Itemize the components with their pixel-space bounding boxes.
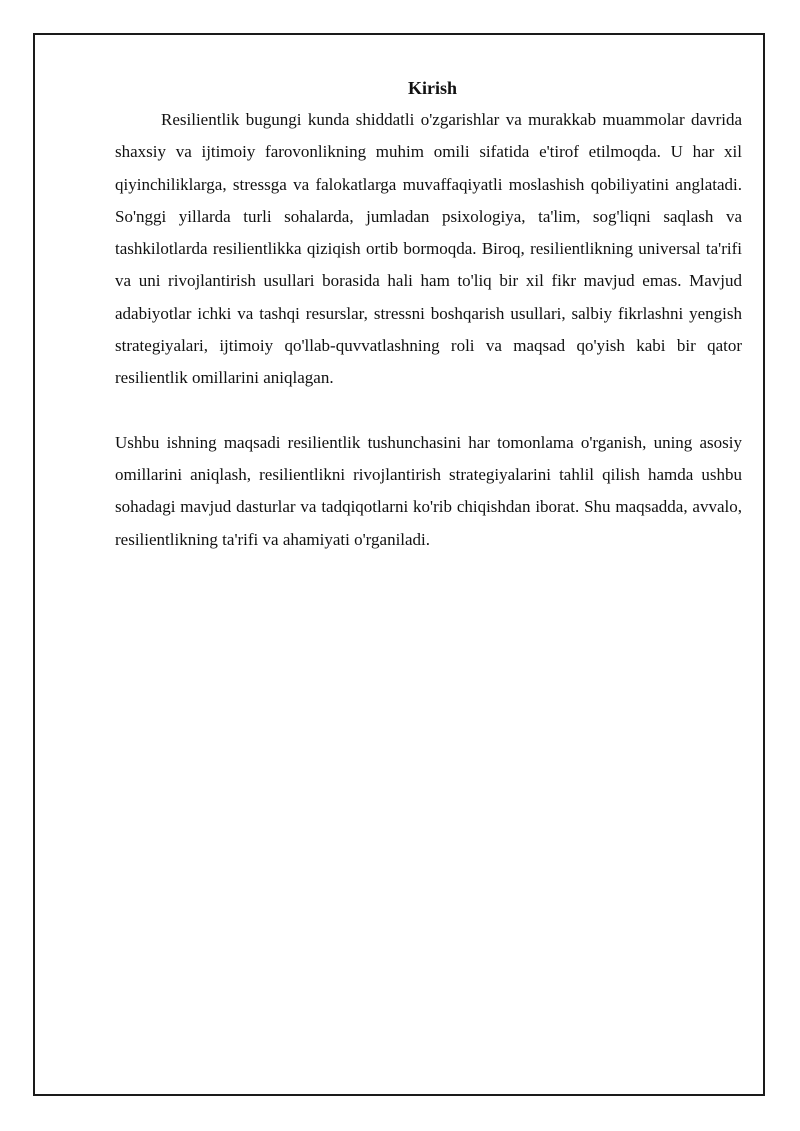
document-body xyxy=(115,72,742,556)
page-title: Kirish xyxy=(407,78,457,98)
paragraph-aim: Ushbu ishning maqsadi resilientlik tushunchasini har tomonlama o'rganish, uning asosiy omillarini aniqlash, resilientlikni rivojlantirish strategiyalarini tahlil qilish hamda ushbu sohadagi mavjud dasturlar va tadqiqotlarni ko'rib chiqishdan iborat. Shu maqsadda, avvalo, resilientlikning ta'rifi va ahamiyati o'rganiladi. xyxy=(115,432,742,549)
paragraph-intro: Resilientlik bugungi kunda shiddatli o'zgarishlar va murakkab muammolar davrida shaxsiy va ijtimoiy farovonlikning muhim omili sifatida e'tirof etilmoqda. U har xil qiyinchiliklarga, stressga va falokatlarga muvaffaqiyatli moslashish qobiliyatini anglatadi. So'nggi yillarda turli sohalarda, jumladan psixologiya, ta'lim, sog'liqni saqlash va tashkilotlarda resilientlikka qiziqish ortib bormoqda. Biroq, resilientlikning universal ta'rifi va uni rivojlantirish usullari borasida hali ham to'liq bir xil fikr mavjud emas. Mavjud adabiyotlar ichki va tashqi resurslar, stressni boshqarish usullari, salbiy fikrlashni yengish strategiyalari, ijtimoiy qo'llab-quvvatlashning roli va maqsad qo'yish kabi bir qator resilientlik omillarini aniqlagan. xyxy=(115,110,742,388)
paragraph-spacer xyxy=(115,395,742,427)
